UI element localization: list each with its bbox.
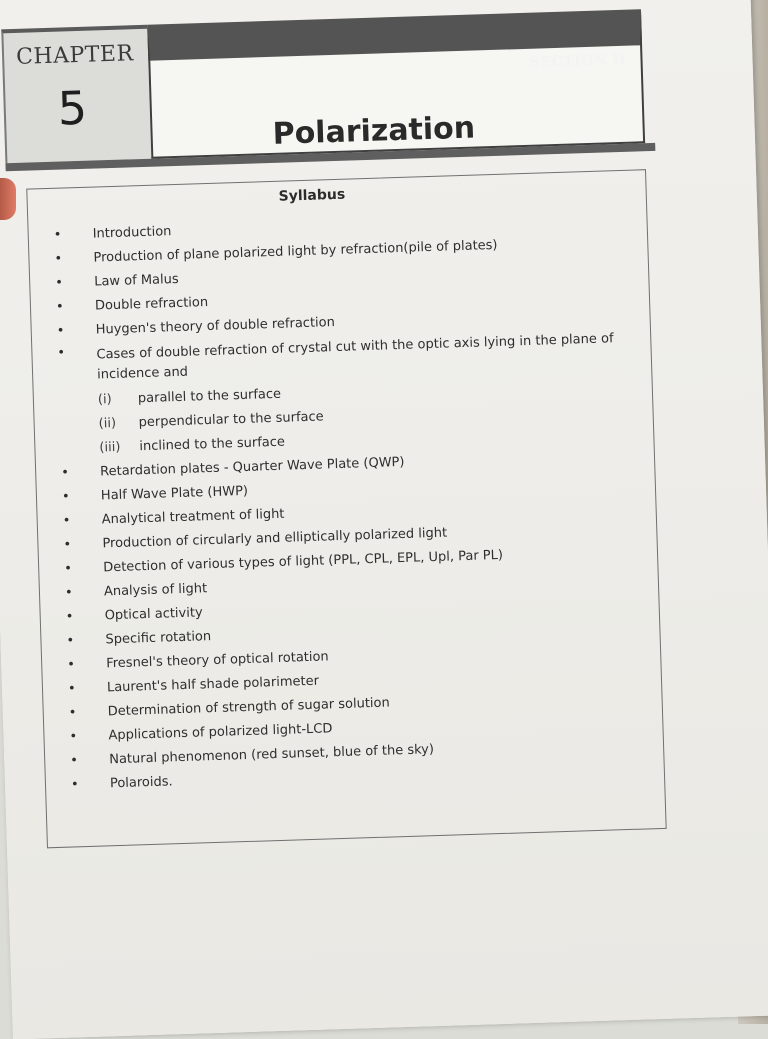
list-item: • Retardation plates - Quarter Wave Plate (QWP): [55, 443, 655, 486]
list-item: • Specific rotation: [60, 611, 660, 654]
list-item: • Optical activity: [59, 587, 659, 630]
chapter-label: CHAPTER: [15, 41, 134, 70]
sub-item-number: (ii): [98, 415, 117, 432]
sub-item-text: inclined to the surface: [139, 434, 286, 455]
sub-item-text: perpendicular to the surface: [138, 409, 324, 431]
list-item: • Natural phenomenon (red sunset, blue of the sky): [64, 731, 664, 774]
list-item: • Analysis of light: [59, 563, 659, 606]
list-item: • Polaroids.: [65, 755, 665, 798]
list-item: • Half Wave Plate (HWP): [56, 467, 656, 510]
section-label: SECTION II: [529, 51, 627, 71]
list-item: • Detection of various types of light (PPL, CPL, EPL, Upl, Par PL): [58, 539, 658, 582]
list-item: • Law of Malus: [49, 253, 649, 296]
list-item: • Fresnel's theory of optical rotation: [61, 635, 661, 678]
sub-item-text: parallel to the surface: [137, 386, 282, 407]
fingertip: [0, 178, 16, 220]
list-item: • Double refraction: [50, 277, 650, 320]
list-item: • Introduction: [47, 205, 647, 248]
list-item: • Analytical treatment of light: [56, 491, 656, 534]
chapter-header: [1, 9, 645, 163]
chapter-number: 5: [56, 80, 88, 136]
sub-item-number: (i): [97, 392, 112, 408]
list-item: • Laurent's half shade polarimeter: [62, 659, 662, 702]
list-item: • Determination of strength of sugar solution: [62, 683, 662, 726]
syllabus-heading: Syllabus: [278, 186, 346, 205]
list-item: • Applications of polarized light-LCD: [63, 707, 663, 750]
chapter-title: Polarization: [272, 110, 476, 152]
sub-item-number: (iii): [99, 439, 121, 456]
syllabus-list: [47, 205, 665, 798]
list-item: • Production of circularly and elliptically polarized light: [57, 515, 657, 558]
chapter-number-box: [1, 25, 151, 164]
list-item: • Huygen's theory of double refraction: [50, 301, 650, 344]
chapter-title-box: [147, 9, 645, 158]
list-item: • Production of plane polarized light by refraction(pile of plates): [48, 229, 648, 272]
list-item: • Cases of double refraction of crystal cut with the optic axis lying in the plane of incidence and: [51, 326, 627, 390]
